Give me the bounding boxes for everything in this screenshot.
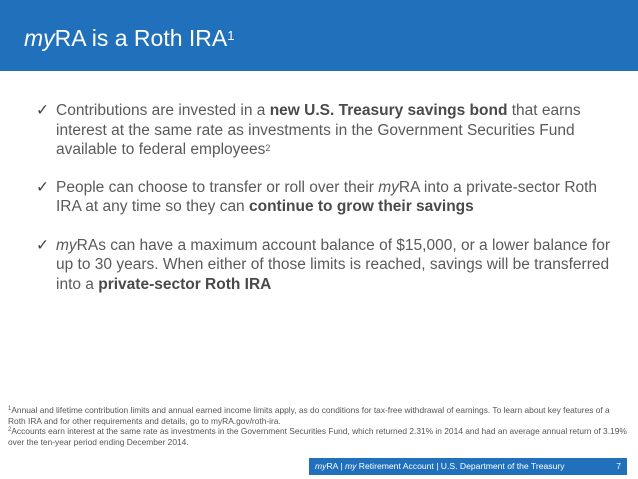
- bullet-item-treasury-bond: [36, 101, 626, 160]
- bullet-list: [36, 101, 626, 294]
- footer-brand: RA |: [326, 461, 345, 471]
- slide-title: [24, 24, 234, 52]
- footer-bar: [309, 458, 627, 475]
- title-superscript: 1: [227, 28, 235, 43]
- title-italic: my: [24, 25, 55, 51]
- bullet-text: RA into a private-sector Roth IRA at any time so they can: [56, 178, 598, 215]
- bullet-italic-text: my: [378, 178, 399, 196]
- checkmark-icon: ✓: [36, 102, 49, 119]
- bullet-item-balance-limit: [36, 236, 626, 295]
- footer-org: Retirement Account | U.S. Department of the Treasury: [356, 461, 565, 471]
- footnote-1: [8, 405, 628, 426]
- bullet-italic-text: my: [56, 236, 77, 254]
- slide-header: [0, 0, 638, 71]
- footer-text: [315, 461, 565, 471]
- footnote-2: [8, 426, 628, 447]
- bullet-bold-text: continue to grow their savings: [249, 198, 474, 215]
- checkmark-icon: ✓: [36, 178, 49, 196]
- footnote-ref: 2: [265, 143, 271, 153]
- checkmark-icon: ✓: [36, 236, 49, 254]
- bullet-item-transfer: [36, 178, 626, 217]
- footnote-number: 2: [8, 427, 12, 434]
- footnote-number: 1: [8, 406, 12, 412]
- bullet-text: Contributions are invested in a: [56, 102, 270, 119]
- bullet-bold-text: private-sector Roth IRA: [98, 275, 272, 293]
- bullet-bold-text: new U.S. Treasury savings bond: [269, 102, 508, 119]
- footnote-text: Annual and lifetime contribution limits and annual earned income limits apply, as do conditions for tax-free withdrawal of earnings. To learn about key features of a Roth IRA and for other requirements and details, go to myRA.gov/roth-ira.: [8, 405, 610, 426]
- bullet-text: People can choose to transfer or roll over their: [56, 178, 379, 196]
- footer-italic: my: [315, 461, 327, 471]
- page-number: 7: [616, 461, 621, 471]
- footnote-text: Accounts earn interest at the same rate as investments in the Government Securities Fund, which returned 2.31% in 2014 and had an average annual return of 3.19% over the ten-year period ending December 2014.: [8, 426, 627, 447]
- footnotes: [8, 405, 628, 447]
- footer-italic: my: [344, 461, 357, 471]
- title-text: RA is a Roth IRA: [54, 25, 228, 51]
- bullet-text: that earns interest at the same rate as investments in the Government Securities Fund available to federal employees: [56, 102, 581, 158]
- bullet-text: RAs can have a maximum account balance of $15,000, or a lower balance for up to 30 years. When either of those limits is reached, savings will be transferred into a: [56, 236, 610, 293]
